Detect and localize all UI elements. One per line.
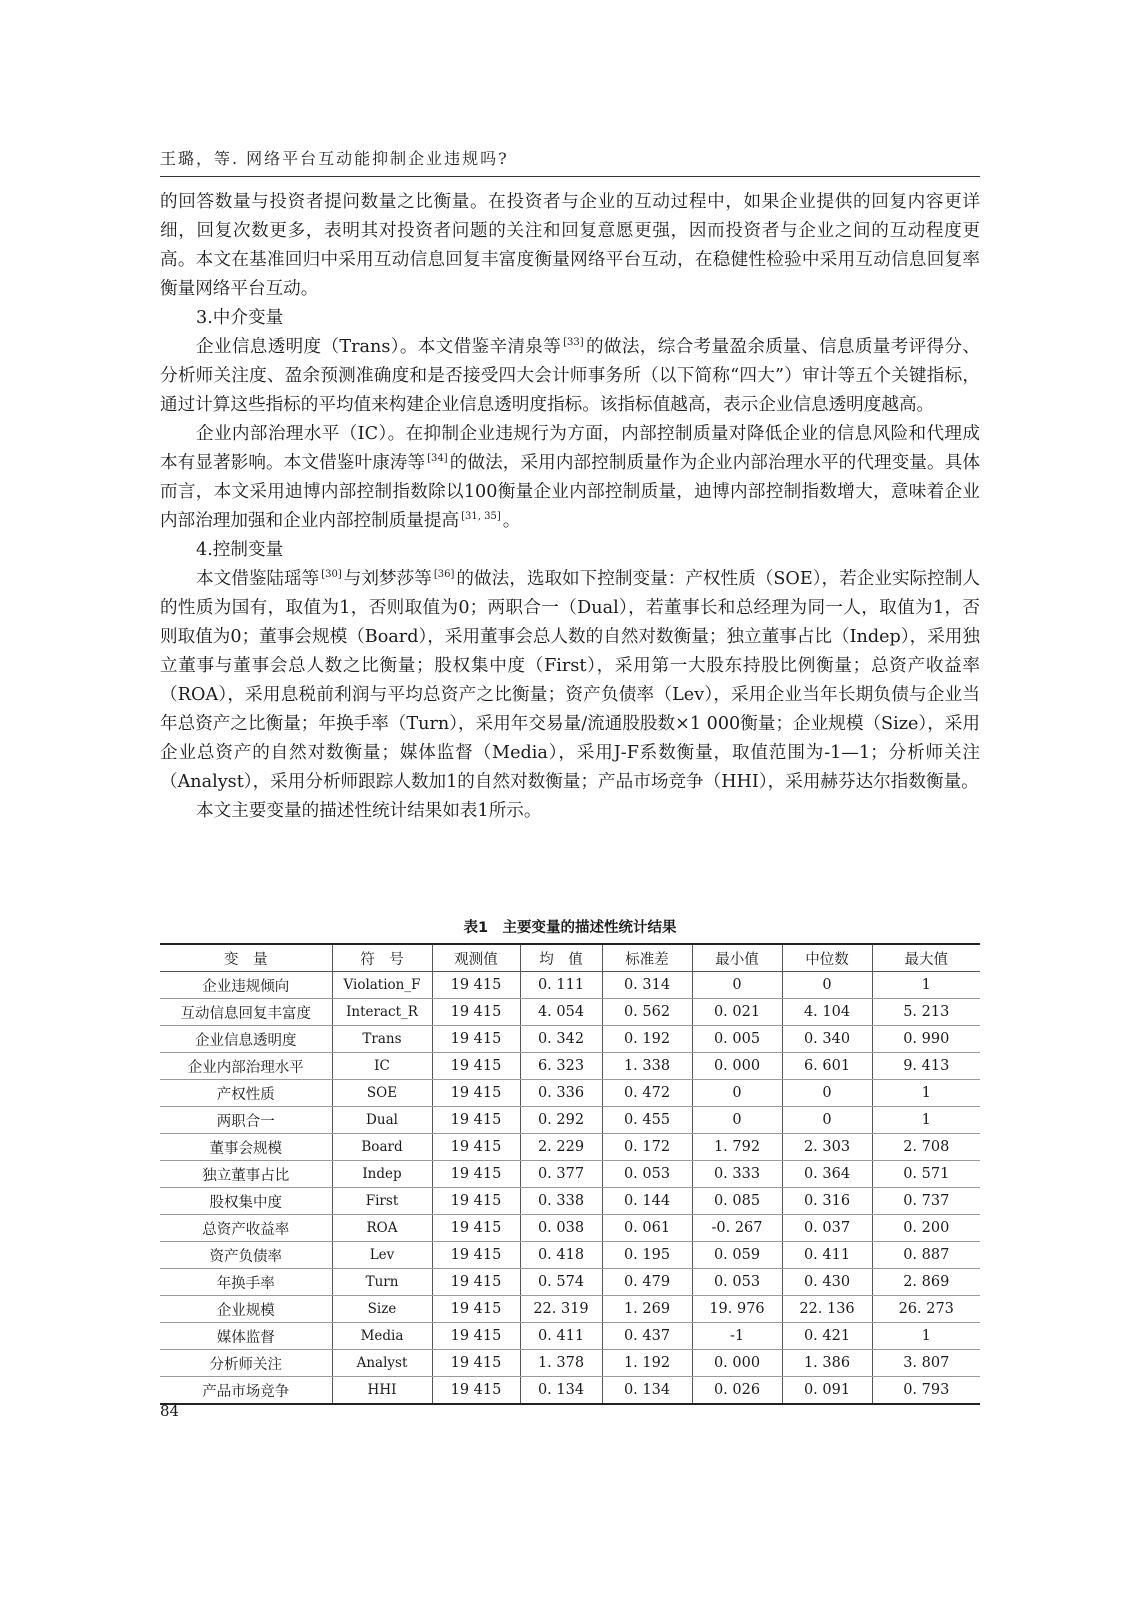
table-cell: Violation_F [332, 972, 432, 999]
table-cell: 0 [692, 972, 782, 999]
table-row [160, 1296, 980, 1323]
table-cell: 0. 037 [782, 1215, 872, 1242]
table-cell: 19 415 [432, 1323, 520, 1350]
table-cell: Media [332, 1323, 432, 1350]
table-cell: 0. 005 [692, 1026, 782, 1053]
table-cell: 19 415 [432, 999, 520, 1026]
table-row [160, 1053, 980, 1080]
table-cell: Size [332, 1296, 432, 1323]
table-cell: 企业信息透明度 [160, 1026, 332, 1053]
table-cell: 0. 887 [872, 1242, 980, 1269]
table-row [160, 1188, 980, 1215]
table-cell: 19 415 [432, 1377, 520, 1405]
table-cell: 0. 342 [520, 1026, 602, 1053]
table-cell: 0. 990 [872, 1026, 980, 1053]
table-cell: 0. 038 [520, 1215, 602, 1242]
table-cell: 互动信息回复丰富度 [160, 999, 332, 1026]
table-cell: 1. 386 [782, 1350, 872, 1377]
table-cell: IC [332, 1053, 432, 1080]
table-cell: 0. 336 [520, 1080, 602, 1107]
table-cell: Analyst [332, 1350, 432, 1377]
paragraph-trans [160, 333, 980, 420]
table-cell: 22. 319 [520, 1296, 602, 1323]
table-cell: 0. 292 [520, 1107, 602, 1134]
table-cell: 0. 021 [692, 999, 782, 1026]
table-cell: 2. 869 [872, 1269, 980, 1296]
table-cell: 0. 377 [520, 1161, 602, 1188]
table-cell: 3. 807 [872, 1350, 980, 1377]
table-cell: 0. 200 [872, 1215, 980, 1242]
table-cell: 19 415 [432, 1134, 520, 1161]
table-cell: 0. 000 [692, 1350, 782, 1377]
table-row [160, 1269, 980, 1296]
table-cell: 1 [872, 1323, 980, 1350]
table-cell: Dual [332, 1107, 432, 1134]
table-cell: 0. 479 [602, 1269, 692, 1296]
table-cell: 0 [782, 972, 872, 999]
paragraph-text: 的做法，选取如下控制变量：产权性质（SOE），若企业实际控制人的性质为国有，取值为1，否则取值为0；两职合一（Dual），若董事长和总经理为同一人，取值为1，否则取值为0；董事会规模（Board），采用董事会总人数的自然对数衡量；独立董事占比（Indep），采用独立董事与董事会总人数之比衡量；股权集中度（First），采用第一大股东持股比例衡量；总资产收益率（ROA），采用息税前利润与平均总资产之比衡量；资产负债率（Lev），采用企业当年长期负债与企业当年总资产之比衡量；年换手率（Turn），采用年交易量/流通股股数×1 000衡量；企业规模（Size），采用企业总资产的自然对数衡量；媒体监督（Media），采用J-F系数衡量，取值范围为-1—1；分析师关注（Analyst），采用分析师跟踪人数加1的自然对数衡量；产品市场竞争（HHI），采用赫芬达尔指数衡量。 [160, 569, 980, 792]
paragraph-text: 本文借鉴陆瑶等 [196, 569, 320, 589]
table-cell: -0. 267 [692, 1215, 782, 1242]
table-cell: 0. 472 [602, 1080, 692, 1107]
table-cell: 0. 091 [782, 1377, 872, 1405]
table-row [160, 1080, 980, 1107]
table-body [160, 972, 980, 1405]
table-cell: 4. 054 [520, 999, 602, 1026]
table-row [160, 1323, 980, 1350]
table-cell: 2. 708 [872, 1134, 980, 1161]
table-cell: 26. 273 [872, 1296, 980, 1323]
table-cell: 5. 213 [872, 999, 980, 1026]
table-cell: Lev [332, 1242, 432, 1269]
table-cell: 产权性质 [160, 1080, 332, 1107]
table-cell: 0 [782, 1080, 872, 1107]
paragraph-text: 的做法，采用内部控制质量作为企业内部治理水平的代理变量。具体而言，本文采用迪博内部控制指数除以100衡量企业内部控制质量，迪博内部控制指数增大，意味着企业内部治理加强和企业内部控制质量提高 [160, 453, 980, 531]
table-cell: 0. 574 [520, 1269, 602, 1296]
table-cell: 年换手率 [160, 1269, 332, 1296]
table-cell: 19 415 [432, 1188, 520, 1215]
paragraph-text: 。 [502, 511, 521, 531]
table-cell: 1 [872, 1107, 980, 1134]
table-cell: 0. 134 [602, 1377, 692, 1405]
table-cell: 0. 333 [692, 1161, 782, 1188]
table-cell: 两职合一 [160, 1107, 332, 1134]
table-cell: 2. 303 [782, 1134, 872, 1161]
table-cell: 1. 269 [602, 1296, 692, 1323]
table-cell: 19 415 [432, 1080, 520, 1107]
table-cell: Trans [332, 1026, 432, 1053]
table-cell: 0. 455 [602, 1107, 692, 1134]
table-cell: 0. 562 [602, 999, 692, 1026]
table-cell: 0. 418 [520, 1242, 602, 1269]
table-cell: 企业违规倾向 [160, 972, 332, 999]
table-cell: Interact_R [332, 999, 432, 1026]
table-cell: 19. 976 [692, 1296, 782, 1323]
table-cell: 0. 737 [872, 1188, 980, 1215]
table-cell: 0. 340 [782, 1026, 872, 1053]
table-cell: 0. 316 [782, 1188, 872, 1215]
table-cell: 0. 026 [692, 1377, 782, 1405]
table-row [160, 1161, 980, 1188]
table-cell: 资产负债率 [160, 1242, 332, 1269]
column-header: 中位数 [782, 944, 872, 972]
table-row [160, 999, 980, 1026]
table-cell: 0. 314 [602, 972, 692, 999]
table-cell: 媒体监督 [160, 1323, 332, 1350]
table-row [160, 1107, 980, 1134]
column-header: 标准差 [602, 944, 692, 972]
table-cell: 0. 134 [520, 1377, 602, 1405]
paragraph-controls [160, 565, 980, 797]
table-cell: 4. 104 [782, 999, 872, 1026]
table-cell: 1 [872, 1080, 980, 1107]
table-cell: 0. 195 [602, 1242, 692, 1269]
citation-ref: [36] [433, 569, 455, 580]
table-cell: Turn [332, 1269, 432, 1296]
table-cell: Indep [332, 1161, 432, 1188]
table-cell: 产品市场竞争 [160, 1377, 332, 1405]
paragraph-ic [160, 420, 980, 536]
table-cell: 0 [692, 1107, 782, 1134]
paragraph-text: 企业内部治理水平（IC）。在抑制企业违规行为方面，内部控制质量对降低企业的信息风险和代理成本有显著影响。本文借鉴叶康涛等 [160, 424, 980, 473]
citation-ref: [34] [427, 453, 448, 464]
table-cell: 19 415 [432, 1269, 520, 1296]
table-row [160, 1242, 980, 1269]
table-cell: 1. 378 [520, 1350, 602, 1377]
table-cell: 0. 364 [782, 1161, 872, 1188]
table-cell: 0. 111 [520, 972, 602, 999]
body-text [160, 188, 980, 826]
table-cell: 分析师关注 [160, 1350, 332, 1377]
table-cell: SOE [332, 1080, 432, 1107]
paragraph-table-intro: 本文主要变量的描述性统计结果如表1所示。 [196, 801, 542, 821]
table-cell: 0 [782, 1107, 872, 1134]
table-cell: 19 415 [432, 1026, 520, 1053]
column-header: 观测值 [432, 944, 520, 972]
table-cell: 19 415 [432, 1296, 520, 1323]
table-cell: 1. 792 [692, 1134, 782, 1161]
table-cell: 0. 053 [692, 1269, 782, 1296]
table-cell: 19 415 [432, 1215, 520, 1242]
table-cell: 董事会规模 [160, 1134, 332, 1161]
column-header: 最大值 [872, 944, 980, 972]
paragraph-text: 企业信息透明度（Trans）。本文借鉴辛清泉等 [196, 337, 562, 357]
column-header: 变 量 [160, 944, 332, 972]
table-cell: Board [332, 1134, 432, 1161]
table-caption: 表1 主要变量的描述性统计结果 [463, 920, 677, 936]
table-row [160, 1215, 980, 1242]
table-cell: 0. 338 [520, 1188, 602, 1215]
table-cell: 0. 571 [872, 1161, 980, 1188]
table-cell: 独立董事占比 [160, 1161, 332, 1188]
table-cell: -1 [692, 1323, 782, 1350]
table-cell: 0. 000 [692, 1053, 782, 1080]
table-header-row [160, 944, 980, 972]
table-cell: 9. 413 [872, 1053, 980, 1080]
page-number: 84 [160, 1402, 180, 1420]
table-cell: 0. 085 [692, 1188, 782, 1215]
running-header: 王璐，等. 网络平台互动能抑制企业违规吗? [160, 149, 509, 168]
table-cell: 0 [692, 1080, 782, 1107]
section-heading-controls: 4.控制变量 [196, 540, 284, 560]
table-cell: 0. 793 [872, 1377, 980, 1405]
table-cell: 股权集中度 [160, 1188, 332, 1215]
paragraph: 的回答数量与投资者提问数量之比衡量。在投资者与企业的互动过程中，如果企业提供的回复内容更详细，回复次数更多，表明其对投资者问题的关注和回复意愿更强，因而投资者与企业之间的互动程度更高。本文在基准回归中采用互动信息回复丰富度衡量网络平台互动，在稳健性检验中采用互动信息回复率衡量网络平台互动。 [160, 192, 980, 299]
table-row [160, 1350, 980, 1377]
citation-ref: [33] [563, 337, 584, 348]
table-cell: 0. 053 [602, 1161, 692, 1188]
table-row [160, 1134, 980, 1161]
table-cell: 0. 172 [602, 1134, 692, 1161]
table-cell: 6. 601 [782, 1053, 872, 1080]
table-cell: 0. 144 [602, 1188, 692, 1215]
table-cell: 0. 411 [782, 1242, 872, 1269]
table-cell: 2. 229 [520, 1134, 602, 1161]
table-cell: First [332, 1188, 432, 1215]
table-cell: 企业内部治理水平 [160, 1053, 332, 1080]
table-cell: 1. 192 [602, 1350, 692, 1377]
table-cell: 19 415 [432, 1350, 520, 1377]
table-cell: 0. 411 [520, 1323, 602, 1350]
table-cell: 总资产收益率 [160, 1215, 332, 1242]
section-heading-mediator: 3.中介变量 [196, 308, 284, 328]
table-row [160, 1377, 980, 1405]
paragraph-text: 的做法，综合考量盈余质量、信息质量考评得分、分析师关注度、盈余预测准确度和是否接受四大会计师事务所（以下简称“四大”）审计等五个关键指标，通过计算这些指标的平均值来构建企业信息透明度指标。该指标值越高，表示企业信息透明度越高。 [160, 337, 980, 415]
citation-ref: [31, 35] [461, 511, 501, 522]
descriptive-stats-table [160, 943, 980, 1405]
table-cell: 19 415 [432, 972, 520, 999]
table-cell: 0. 061 [602, 1215, 692, 1242]
table-row [160, 1026, 980, 1053]
table-cell: 1. 338 [602, 1053, 692, 1080]
table-cell: ROA [332, 1215, 432, 1242]
table-cell: 19 415 [432, 1053, 520, 1080]
table-cell: 0. 430 [782, 1269, 872, 1296]
table-cell: 1 [872, 972, 980, 999]
table-cell: 19 415 [432, 1107, 520, 1134]
table-cell: 0. 437 [602, 1323, 692, 1350]
column-header: 符 号 [332, 944, 432, 972]
table-cell: 0. 421 [782, 1323, 872, 1350]
table-cell: 19 415 [432, 1242, 520, 1269]
header-rule [160, 176, 980, 177]
table-cell: 22. 136 [782, 1296, 872, 1323]
column-header: 最小值 [692, 944, 782, 972]
table-cell: 企业规模 [160, 1296, 332, 1323]
citation-ref: [30] [321, 569, 342, 580]
table-cell: 6. 323 [520, 1053, 602, 1080]
column-header: 均 值 [520, 944, 602, 972]
table-cell: 0. 192 [602, 1026, 692, 1053]
table-cell: 0. 059 [692, 1242, 782, 1269]
table-row [160, 972, 980, 999]
paragraph-text: 与刘梦莎等 [343, 569, 432, 589]
table-cell: HHI [332, 1377, 432, 1405]
table-cell: 19 415 [432, 1161, 520, 1188]
